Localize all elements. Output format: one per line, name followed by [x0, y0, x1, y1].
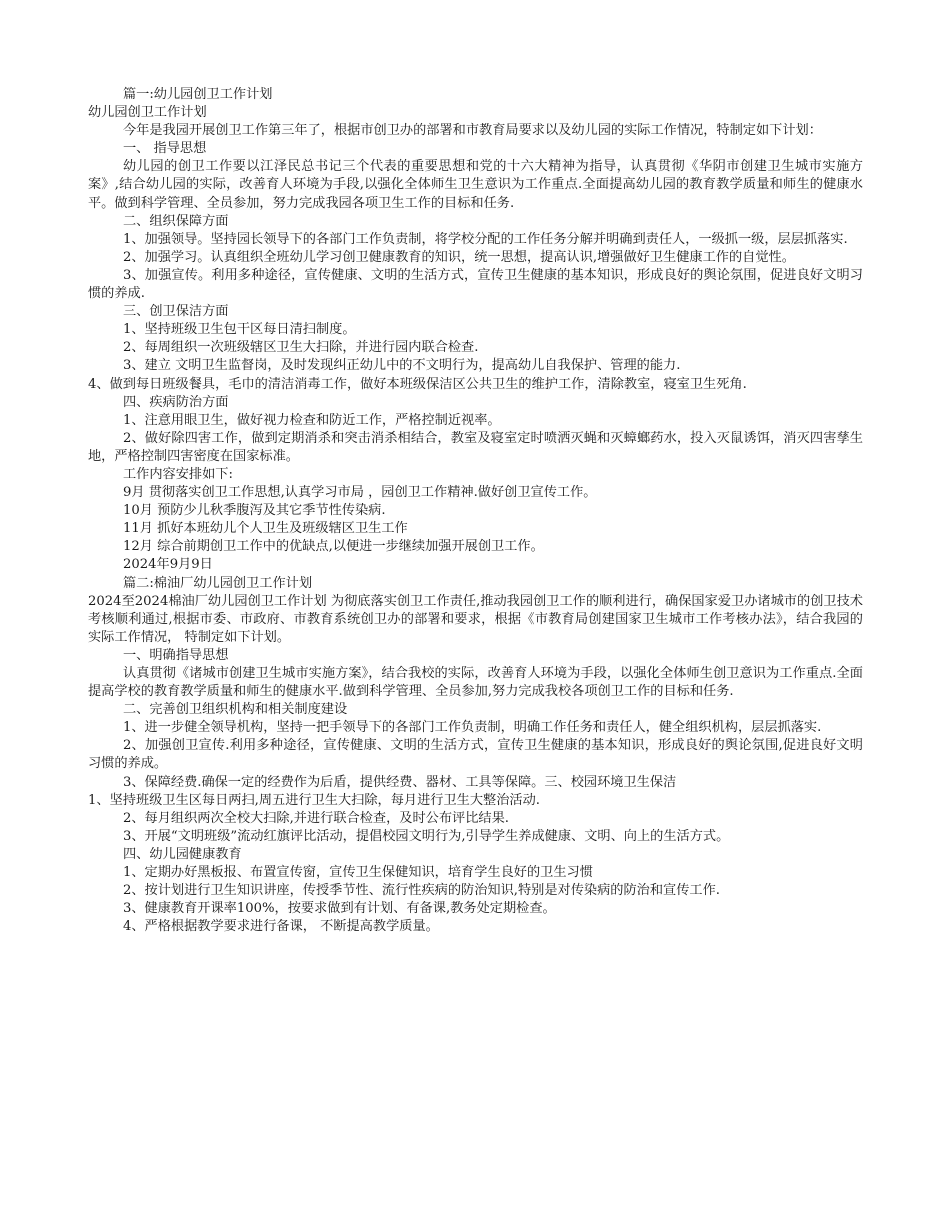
list-item: 2、做好除四害工作，做到定期消杀和突击消杀相结合，教室及寝室定时喷洒灭蝇和灭蟑螂药水，投入灭鼠诱饵，消灭四害孳生地，严格控制四害密度在国家标准。	[88, 430, 863, 464]
schedule-item: 9月 贯彻落实创卫工作思想,认真学习市局 ，园创卫工作精神.做好创卫宣传工作。	[122, 485, 597, 501]
schedule-item: 12月 综合前期创卫工作中的优缺点,以便进一步继续加强开展创卫工作。	[122, 539, 544, 555]
list-item: 2、每周组织一次班级辖区卫生大扫除，并进行园内联合检查.	[122, 340, 479, 356]
list-item: 3、健康教育开课率100%，按要求做到有计划、有备课,教务处定期检查。	[122, 901, 556, 917]
heading: 一、明确指导思想	[122, 647, 229, 663]
document-title: 幼儿园创卫工作计划	[88, 105, 207, 121]
paragraph: 认真贯彻《诸城市创建卫生城市实施方案》，结合我校的实际，改善育人环境为手段，以强化全体师生创卫意识为工作重点.全面提高学校的教育教学质量和师生的健康水平.做到科学管理、全员参加,努力完成我校各项创卫工作的目标和任务.	[88, 666, 863, 700]
list-item: 2、按计划进行卫生知识讲座，传授季节性、流行性疾病的防治知识,特别是对传染病的防治和宣传工作.	[122, 883, 720, 899]
list-item: 1、坚持班级卫生包干区每日清扫制度。	[122, 322, 356, 338]
list-item: 3、建立 文明卫生监督岗，及时发现纠正幼儿中的不文明行为，提高幼儿自我保护、管理的能力.	[122, 358, 681, 374]
paragraph: 2024至2024棉油厂幼儿园创卫工作计划 为彻底落实创卫工作责任,推动我园创卫工作的顺利进行，确保国家爱卫办诸城市的创卫技术考核顺利通过,根据市委、市政府、市教育系统创卫办的部署和要求，根据《市教育局创建国家卫生城市工作考核办法》，结合我园的实际工作情况， 特制定如下计划。	[88, 593, 863, 645]
heading: 二、组织保障方面	[122, 213, 229, 229]
list-item: 1、进一步健全领导机构，坚持一把手领导下的各部门工作负责制，明确工作任务和责任人，健全组织机构，层层抓落实.	[122, 720, 822, 736]
paragraph: 今年是我园开展创卫工作第三年了，根据市创卫办的部署和市教育局要求以及幼儿园的实际工作情况，特制定如下计划：	[122, 123, 822, 139]
date-line: 2024年9月9日	[122, 557, 213, 573]
document-body	[88, 86, 863, 936]
heading: 一、 指导思想	[122, 141, 207, 157]
list-item: 1、定期办好黑板报、布置宣传窗，宣传卫生保健知识，培育学生良好的卫生习惯	[122, 865, 593, 881]
schedule-item: 10月 预防少儿秋季腹泻及其它季节性传染病.	[122, 503, 386, 519]
paragraph: 幼儿园的创卫工作要以江泽民总书记三个代表的重要思想和党的十六大精神为指导，认真贯彻《华阴市创建卫生城市实施方案》,结合幼儿园的实际，改善育人环境为手段,以强化全体师生卫生意识为工作重点.全面提高幼儿园的教育教学质量和师生的健康水平。做到科学管理、全员参加，努力完成我园各项卫生工作的目标和任务.	[88, 159, 863, 211]
list-item: 4、做到每日班级餐具，毛巾的清洁消毒工作，做好本班级保洁区公共卫生的维护工作，清除教室，寝室卫生死角.	[88, 376, 747, 392]
list-item: 1、加强领导。坚持园长领导下的各部门工作负责制，将学校分配的工作任务分解并明确到责任人，一级抓一级，层层抓落实.	[122, 231, 848, 247]
list-item: 3、保障经费.确保一定的经费作为后盾，提供经费、器材、工具等保障。三、校园环境卫生保洁	[122, 774, 677, 790]
heading: 四、疾病防治方面	[122, 394, 229, 410]
heading: 三、创卫保洁方面	[122, 304, 229, 320]
list-item: 2、每月组织两次全校大扫除,并进行联合检查，及时公布评比结果.	[122, 810, 509, 826]
list-item: 4、严格根据教学要求进行备课， 不断提高教学质量。	[122, 919, 439, 935]
heading: 工作内容安排如下:	[122, 466, 233, 482]
section-title: 篇一:幼儿园创卫工作计划	[122, 87, 273, 102]
section-title: 篇二:棉油厂幼儿园创卫工作计划	[122, 575, 313, 591]
list-item: 1、坚持班级卫生区每日两扫,周五进行卫生大扫除，每月进行卫生大整治活动.	[88, 792, 540, 808]
list-item: 1、注意用眼卫生，做好视力检查和防近工作，严格控制近视率。	[122, 412, 501, 428]
heading: 二、完善创卫组织机构和相关制度建设	[122, 702, 348, 718]
list-item: 2、加强创卫宣传.利用多种途径，宣传健康、文明的生活方式，宣传卫生健康的基本知识，形成良好的舆论氛围,促进良好文明习惯的养成。	[88, 738, 863, 772]
list-item: 2、加强学习。认真组织全班幼儿学习创卫健康教育的知识，统一思想，提高认识,增强做好卫生健康工作的自觉性。	[122, 249, 795, 265]
heading: 四、幼儿园健康教育	[122, 846, 242, 862]
list-item: 3、开展“文明班级”流动红旗评比活动，提倡校园文明行为,引导学生养成健康、文明、向上的生活方式。	[122, 828, 730, 844]
schedule-item: 11月 抓好本班幼儿个人卫生及班级辖区卫生工作	[122, 521, 408, 537]
list-item: 3、加强宣传。利用多种途径，宣传健康、文明的生活方式，宣传卫生健康的基本知识，形成良好的舆论氛围，促进良好文明习惯的养成.	[88, 267, 863, 302]
